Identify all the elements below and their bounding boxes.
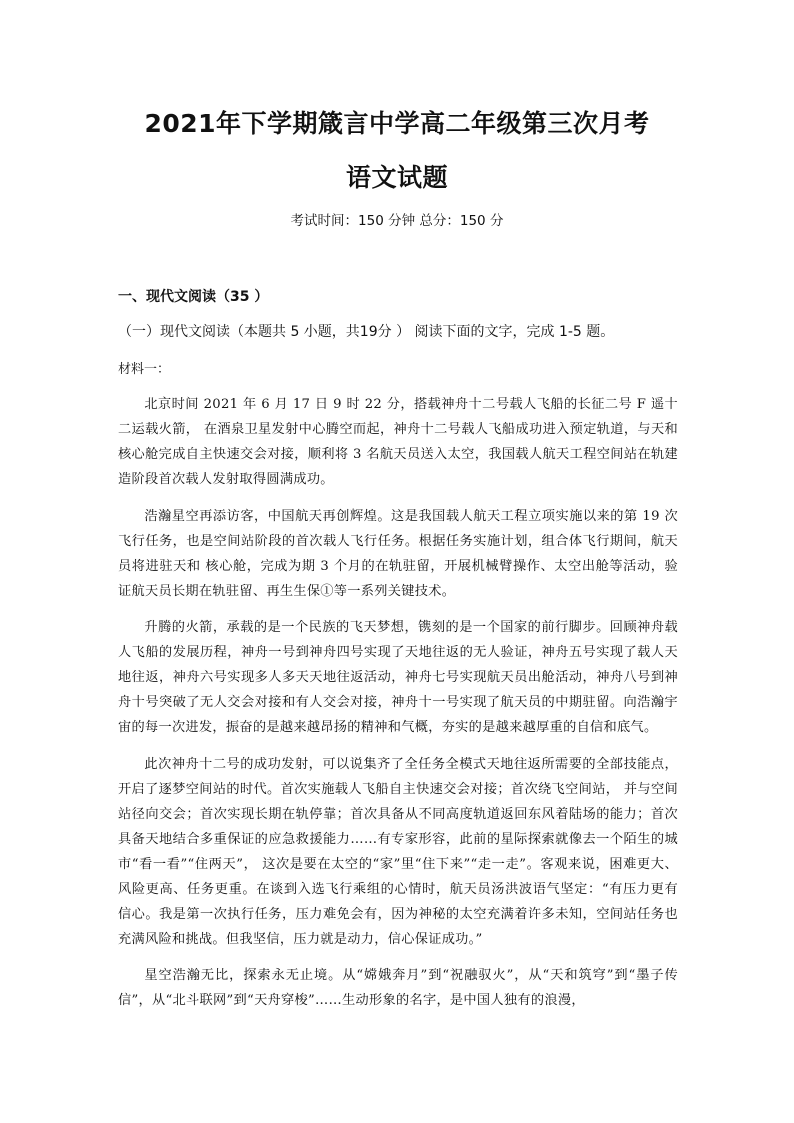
exam-title: 2021年下学期箴言中学高二年级第三次月考 xyxy=(144,109,650,138)
paragraph: 星空浩瀚无比，探索永无止境。从“嫦娥奔月”到“祝融驭火”，从“天和筑穹”到“墨子传信”，从“北斗联网”到“天舟穿梭”……生动形象的名字，是中国人独有的浪漫， xyxy=(118,968,678,1008)
exam-info: 考试时间：150 分钟 总分：150 分 xyxy=(290,213,504,229)
paragraph: 升腾的火箭，承载的是一个民族的飞天梦想，镌刻的是一个国家的前行脚步。回顾神舟载人飞船的发展历程，神舟一号到神舟四号实现了天地往返的无人验证，神舟五号实现了载人天地往返，神舟六号实现多人多天天地往返活动，神舟七号实现航天员出舱活动，神舟八号到神舟十号突破了无人交会对接和有人交会对接，神舟十一号实现了航天员的中期驻留。向浩瀚宇宙的每一次进发，振奋的是越来越昂扬的精神和气概，夯实的是越来越厚重的自信和底气。 xyxy=(118,620,678,735)
section-heading: 一、现代文阅读（35 ） xyxy=(118,289,269,305)
paragraph: 此次神舟十二号的成功发射，可以说集齐了全任务全模式天地往返所需要的全部技能点，开启了逐梦空间站的时代。首次实施载人飞船自主快速交会对接；首次绕飞空间站， 并与空间站径向交会；首次实现长期在轨停靠；首次具备从不同高度轨道返回东风着陆场的能力；首次具备天地结合多重保证的应急救援能力……有专家形容，此前的星际探索就像去一个陌生的城市“看一看”“住两天”， 这次是要在太空的“家”里“住下来”“走一走”。客观来说，困难更大、风险更高、任务更重。在谈到入选飞行乘组的心情时，航天员汤洪波语气坚定：“有压力更有信心。我是第一次执行任务，压力难免会有，因为神秘的太空充满着许多未知，空间站任务也充满风险和挑战。但我坚信，压力就是动力，信心保证成功。” xyxy=(118,756,678,947)
section-subheading: （一）现代文阅读（本题共 5 小题，共19分 ） 阅读下面的文字，完成 1-5 题。 xyxy=(118,324,615,340)
material-label: 材料一： xyxy=(118,362,171,377)
paragraph: 北京时间 2021 年 6 月 17 日 9 时 22 分，搭载神舟十二号载人飞船的长征二号 F 遥十二运载火箭， 在酒泉卫星发射中心腾空而起，神舟十二号载人飞船成功进入预定轨道，与天和核心舱完成自主快速交会对接，顺利将 3 名航天员送入太空，我国载人航天工程空间站在轨建造阶段首次载人发射取得圆满成功。 xyxy=(118,397,678,487)
subject-title: 语文试题 xyxy=(345,163,448,192)
passage-body xyxy=(118,392,678,1025)
paragraph: 浩瀚星空再添访客，中国航天再创辉煌。这是我国载人航天工程立项实施以来的第 19 次飞行任务，也是空间站阶段的首次载人飞行任务。根据任务实施计划，组合体飞行期间，航天员将进驻天和 核心舱，完成为期 3 个月的在轨驻留，开展机械臂操作、太空出舱等活动，验证航天员长期在轨驻留、再生生保①等一系列关键技术。 xyxy=(118,508,678,599)
